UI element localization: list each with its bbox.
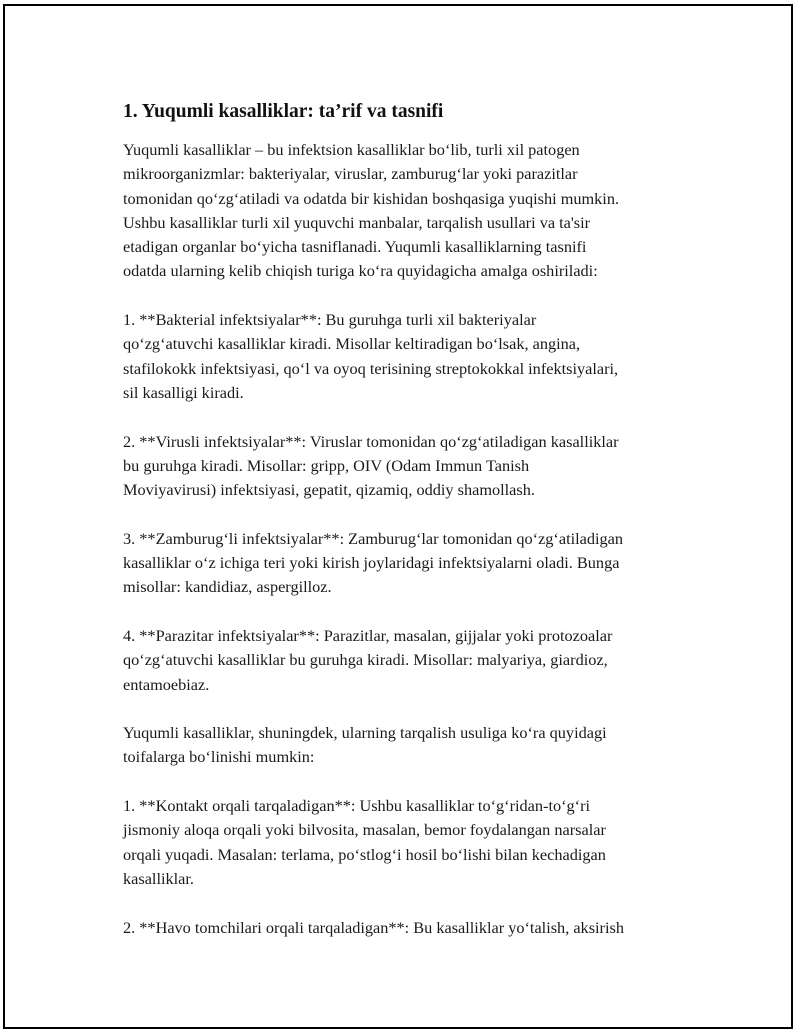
text-line: 1. **Bakterial infektsiyalar**: Bu guruhga turli xil bakteriyalar <box>123 310 537 330</box>
text-line: 2. **Virusli infektsiyalar**: Viruslar tomonidan qo‘zg‘atiladigan kasalliklar <box>123 431 619 451</box>
text-line: 3. **Zamburug‘li infektsiyalar**: Zamburug‘lar tomonidan qo‘zg‘atiladigan <box>123 528 624 548</box>
text-line: kasalliklar o‘z ichiga teri yoki kirish joylaridagi infektsiyalarni oladi. Bunga <box>123 553 620 573</box>
text-line: toifalarga bo‘linishi mumkin: <box>123 747 315 767</box>
paragraph-transmission-intro <box>123 721 705 770</box>
document-content <box>120 100 705 964</box>
text-line: kasalliklar. <box>123 868 194 888</box>
text-line: tomonidan qo‘zg‘atiladi va odatda bir kishidan boshqasiga yuqishi mumkin. <box>123 188 620 208</box>
text-line: Yuqumli kasalliklar, shuningdek, ularning tarqalish usuliga ko‘ra quyidagi <box>123 723 607 743</box>
paragraph-parasitic <box>123 624 705 697</box>
paragraph-bacterial <box>123 308 705 405</box>
paragraph-contact <box>123 794 705 891</box>
text-line: 1. **Kontakt orqali tarqaladigan**: Ushbu kasalliklar to‘g‘ridan-to‘g‘ri <box>123 796 591 816</box>
text-line: orqali yuqadi. Masalan: terlama, po‘stlog‘i hosil bo‘lishi bilan kechadigan <box>123 844 606 864</box>
paragraph-fungal <box>123 527 705 600</box>
text-line: bu guruhga kiradi. Misollar: gripp, OIV (Odam Immun Tanish <box>123 455 530 475</box>
text-line: entamoebiaz. <box>123 674 210 694</box>
text-line: odatda ularning kelib chiqish turiga ko‘ra quyidagicha amalga oshiriladi: <box>123 261 598 281</box>
text-line: 4. **Parazitar infektsiyalar**: Parazitlar, masalan, gijjalar yoki protozoalar <box>123 625 613 645</box>
document-page <box>3 4 793 1029</box>
text-line: sil kasalligi kiradi. <box>123 382 244 402</box>
paragraph-airborne <box>123 916 705 940</box>
text-line: qo‘zg‘atuvchi kasalliklar bu guruhga kiradi. Misollar: malyariya, giardioz, <box>123 650 608 670</box>
document-title: 1. Yuqumli kasalliklar: ta’rif va tasnifi <box>123 101 444 122</box>
text-line: Ushbu kasalliklar turli xil yuquvchi manbalar, tarqalish usullari va ta'sir <box>123 212 591 232</box>
text-line: Moviyavirusi) infektsiyasi, gepatit, qizamiq, oddiy shamollash. <box>123 480 535 500</box>
text-line: jismoniy aloqa orqali yoki bilvosita, masalan, bemor foydalangan narsalar <box>123 820 606 840</box>
text-line: Yuqumli kasalliklar – bu infektsion kasalliklar bo‘lib, turli xil patogen <box>123 140 580 159</box>
paragraph-intro <box>123 138 705 284</box>
text-line: etadigan organlar bo‘yicha tasniflanadi. Yuqumli kasalliklarning tasnifi <box>123 237 587 257</box>
text-line: stafilokokk infektsiyasi, qo‘l va oyoq terisining streptokokkal infektsiyalari, <box>123 358 619 378</box>
text-line: qo‘zg‘atuvchi kasalliklar kiradi. Misollar keltiradigan bo‘lsak, angina, <box>123 334 581 354</box>
text-line: 2. **Havo tomchilari orqali tarqaladigan**: Bu kasalliklar yo‘talish, aksirish <box>123 917 624 937</box>
paragraph-viral <box>123 430 705 503</box>
text-line: mikroorganizmlar: bakteriyalar, viruslar, zamburug‘lar yoki parazitlar <box>123 164 578 184</box>
text-line: misollar: kandidiaz, aspergilloz. <box>123 577 332 597</box>
